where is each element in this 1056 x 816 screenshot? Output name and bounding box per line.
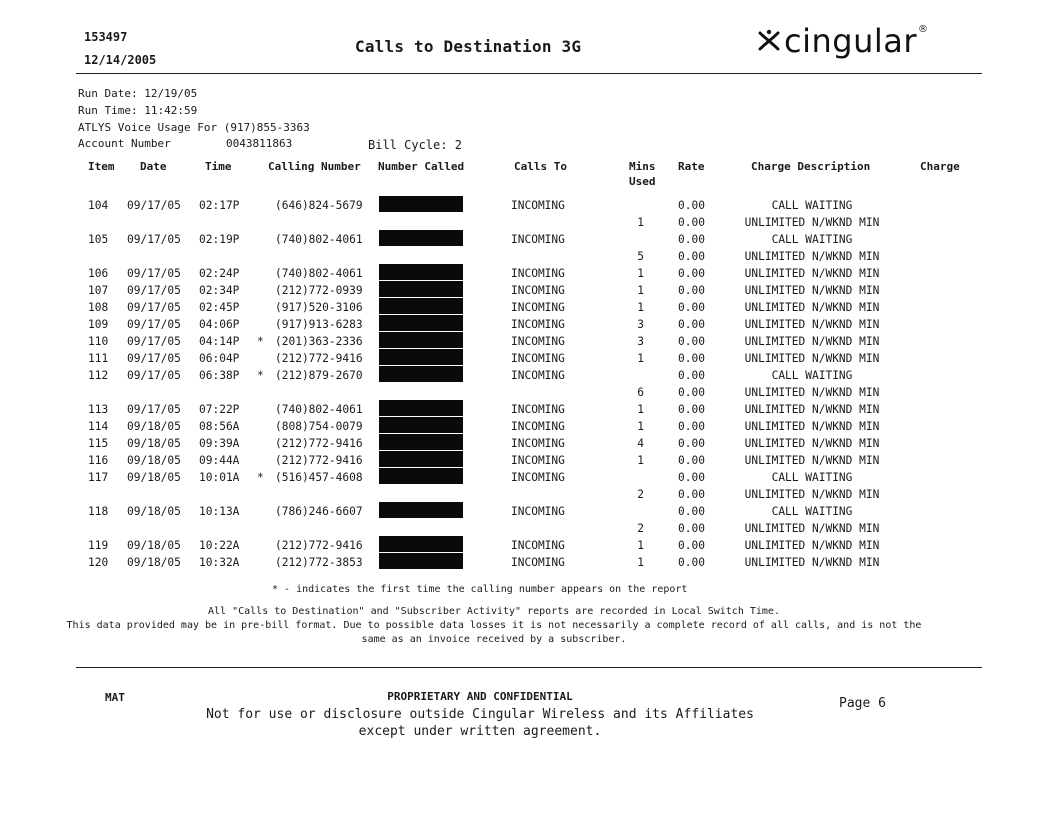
cell-mins: 2 (637, 488, 644, 501)
cell-time: 10:32A (199, 556, 240, 569)
cell-desc: CALL WAITING (771, 505, 853, 518)
cell-mins: 1 (637, 301, 644, 314)
table-row (0, 454, 1056, 471)
star-footnote: * - indicates the first time the calling number appears on the report (272, 584, 688, 595)
cell-calls-to: INCOMING (511, 267, 565, 280)
cell-desc: UNLIMITED N/WKND MIN (744, 284, 880, 297)
cell-calls-to: INCOMING (511, 301, 565, 314)
cell-rate: 0.00 (678, 471, 705, 484)
table-row (0, 267, 1056, 284)
cell-calling: (516)457-4608 (275, 471, 363, 484)
cell-desc: UNLIMITED N/WKND MIN (744, 556, 880, 569)
cell-time: 08:56A (199, 420, 240, 433)
registered-mark: ® (918, 23, 929, 35)
cell-mins: 1 (637, 284, 644, 297)
cell-mins: 1 (637, 420, 644, 433)
cell-time: 04:06P (199, 318, 240, 331)
col-charge: Charge (920, 160, 960, 173)
cell-time: 10:13A (199, 505, 240, 518)
cell-rate: 0.00 (678, 403, 705, 416)
table-row (0, 233, 1056, 250)
cell-item: 116 (88, 454, 109, 467)
cell-rate: 0.00 (678, 454, 705, 467)
table-row (0, 539, 1056, 556)
table-row (0, 352, 1056, 369)
cell-calls-to: INCOMING (511, 369, 565, 382)
col-mins-used: Mins Used (629, 160, 656, 188)
redacted-number-called (379, 553, 463, 569)
cell-date: 09/18/05 (127, 471, 181, 484)
note-line-1: All "Calls to Destination" and "Subscriber Activity" reports are recorded in Local Switch Time. (208, 606, 780, 617)
note-line-3: same as an invoice received by a subscriber. (361, 634, 627, 645)
cell-date: 09/18/05 (127, 454, 181, 467)
cell-date: 09/18/05 (127, 539, 181, 552)
cell-calling: (212)772-3853 (275, 556, 363, 569)
cell-date: 09/18/05 (127, 556, 181, 569)
cell-desc: CALL WAITING (771, 199, 853, 212)
cell-calling: (808)754-0079 (275, 420, 363, 433)
redacted-number-called (379, 417, 463, 433)
redacted-number-called (379, 298, 463, 314)
cell-time: 09:44A (199, 454, 240, 467)
footer-rule (76, 667, 982, 668)
cell-calls-to: INCOMING (511, 556, 565, 569)
cell-desc: UNLIMITED N/WKND MIN (744, 454, 880, 467)
cell-date: 09/17/05 (127, 403, 181, 416)
cell-item: 115 (88, 437, 109, 450)
cell-mins: 6 (637, 386, 644, 399)
cell-calls-to: INCOMING (511, 420, 565, 433)
cell-mins: 1 (637, 454, 644, 467)
cell-calling: (740)802-4061 (275, 403, 363, 416)
col-item: Item (88, 160, 115, 173)
redacted-number-called (379, 434, 463, 450)
redacted-number-called (379, 332, 463, 348)
cell-desc: UNLIMITED N/WKND MIN (744, 522, 880, 535)
cell-calls-to: INCOMING (511, 539, 565, 552)
cell-calling: (201)363-2336 (275, 335, 363, 348)
cell-item: 119 (88, 539, 109, 552)
cell-calls-to: INCOMING (511, 471, 565, 484)
cell-item: 112 (88, 369, 109, 382)
cell-date: 09/17/05 (127, 233, 181, 246)
cell-desc: UNLIMITED N/WKND MIN (744, 250, 880, 263)
cell-desc: UNLIMITED N/WKND MIN (744, 539, 880, 552)
table-row (0, 522, 1056, 539)
footer-code: MAT (105, 691, 125, 704)
cell-calling: (212)772-9416 (275, 539, 363, 552)
cell-time: 06:38P (199, 369, 240, 382)
cell-calling: (212)772-9416 (275, 437, 363, 450)
cell-date: 09/17/05 (127, 284, 181, 297)
cell-calling: (212)772-9416 (275, 352, 363, 365)
cell-item: 117 (88, 471, 109, 484)
cell-rate: 0.00 (678, 369, 705, 382)
cell-rate: 0.00 (678, 539, 705, 552)
cell-date: 09/17/05 (127, 335, 181, 348)
cell-calling: (212)772-9416 (275, 454, 363, 467)
cell-item: 104 (88, 199, 109, 212)
cell-calls-to: INCOMING (511, 403, 565, 416)
cell-item: 107 (88, 284, 109, 297)
cell-calls-to: INCOMING (511, 318, 565, 331)
cell-date: 09/18/05 (127, 505, 181, 518)
cell-time: 02:24P (199, 267, 240, 280)
logo-wordmark: cingular (784, 22, 918, 60)
cell-calls-to: INCOMING (511, 437, 565, 450)
table-row (0, 386, 1056, 403)
page-number: Page 6 (839, 696, 886, 711)
header-rule (76, 73, 982, 74)
cell-desc: UNLIMITED N/WKND MIN (744, 267, 880, 280)
cell-star: * (257, 369, 264, 382)
cell-time: 06:04P (199, 352, 240, 365)
col-number-called: Number Called (378, 160, 465, 173)
cell-time: 02:17P (199, 199, 240, 212)
table-row (0, 488, 1056, 505)
cell-date: 09/17/05 (127, 369, 181, 382)
run-time: Run Time: 11:42:59 (78, 104, 198, 117)
table-row (0, 216, 1056, 233)
cell-calls-to: INCOMING (511, 335, 565, 348)
col-calling-number: Calling Number (268, 160, 361, 173)
cell-time: 02:34P (199, 284, 240, 297)
cell-calls-to: INCOMING (511, 284, 565, 297)
document-id: 153497 (84, 30, 128, 44)
table-row (0, 335, 1056, 352)
note-line-2: This data provided may be in pre-bill format. Due to possible data losses it is not necessarily a complete record of all calls, and is not the (66, 620, 922, 631)
cell-date: 09/18/05 (127, 437, 181, 450)
cell-desc: UNLIMITED N/WKND MIN (744, 216, 880, 229)
cell-calling: (740)802-4061 (275, 233, 363, 246)
cell-rate: 0.00 (678, 488, 705, 501)
table-row (0, 437, 1056, 454)
proprietary-notice: PROPRIETARY AND CONFIDENTIAL (387, 690, 573, 703)
cell-desc: UNLIMITED N/WKND MIN (744, 352, 880, 365)
cell-item: 120 (88, 556, 109, 569)
cell-mins: 1 (637, 267, 644, 280)
redacted-number-called (379, 400, 463, 416)
col-charge-description: Charge Description (751, 160, 871, 173)
redacted-number-called (379, 468, 463, 484)
cell-desc: UNLIMITED N/WKND MIN (744, 488, 880, 501)
cell-time: 04:14P (199, 335, 240, 348)
cell-rate: 0.00 (678, 505, 705, 518)
cell-time: 02:45P (199, 301, 240, 314)
cell-calling: (212)772-0939 (275, 284, 363, 297)
table-row (0, 301, 1056, 318)
cell-desc: CALL WAITING (771, 369, 853, 382)
cell-star: * (257, 335, 264, 348)
cingular-logo (757, 22, 928, 60)
cell-desc: UNLIMITED N/WKND MIN (744, 420, 880, 433)
cell-date: 09/17/05 (127, 318, 181, 331)
cell-desc: UNLIMITED N/WKND MIN (744, 335, 880, 348)
cell-item: 110 (88, 335, 109, 348)
cell-rate: 0.00 (678, 420, 705, 433)
redacted-number-called (379, 264, 463, 280)
cell-calling: (917)520-3106 (275, 301, 363, 314)
table-row (0, 284, 1056, 301)
redacted-number-called (379, 230, 463, 246)
cell-rate: 0.00 (678, 250, 705, 263)
cell-rate: 0.00 (678, 216, 705, 229)
cell-desc: CALL WAITING (771, 233, 853, 246)
cell-calling: (646)824-5679 (275, 199, 363, 212)
redacted-number-called (379, 196, 463, 212)
cell-desc: UNLIMITED N/WKND MIN (744, 403, 880, 416)
account-number-label: Account Number (78, 137, 171, 150)
table-row (0, 199, 1056, 216)
table-row (0, 420, 1056, 437)
table-row (0, 318, 1056, 335)
table-row (0, 471, 1056, 488)
cell-time: 10:01A (199, 471, 240, 484)
cell-mins: 4 (637, 437, 644, 450)
cell-calling: (212)879-2670 (275, 369, 363, 382)
redacted-number-called (379, 451, 463, 467)
col-calls-to: Calls To (514, 160, 567, 173)
cell-rate: 0.00 (678, 318, 705, 331)
cell-rate: 0.00 (678, 199, 705, 212)
col-date: Date (140, 160, 167, 173)
cell-desc: UNLIMITED N/WKND MIN (744, 437, 880, 450)
cell-calls-to: INCOMING (511, 352, 565, 365)
cell-rate: 0.00 (678, 352, 705, 365)
cell-item: 106 (88, 267, 109, 280)
cell-calls-to: INCOMING (511, 454, 565, 467)
cell-calling: (917)913-6283 (275, 318, 363, 331)
cell-date: 09/18/05 (127, 420, 181, 433)
table-row (0, 505, 1056, 522)
cell-rate: 0.00 (678, 386, 705, 399)
cell-rate: 0.00 (678, 556, 705, 569)
cell-rate: 0.00 (678, 284, 705, 297)
document-date: 12/14/2005 (84, 53, 157, 67)
disclosure-line-2: except under written agreement. (358, 724, 602, 739)
cell-desc: UNLIMITED N/WKND MIN (744, 301, 880, 314)
cell-rate: 0.00 (678, 335, 705, 348)
redacted-number-called (379, 281, 463, 297)
cell-mins: 1 (637, 539, 644, 552)
cell-mins: 1 (637, 403, 644, 416)
cell-rate: 0.00 (678, 522, 705, 535)
cell-desc: UNLIMITED N/WKND MIN (744, 318, 880, 331)
cell-rate: 0.00 (678, 267, 705, 280)
cell-time: 02:19P (199, 233, 240, 246)
usage-for: ATLYS Voice Usage For (917)855-3363 (78, 121, 310, 134)
run-date: Run Date: 12/19/05 (78, 87, 198, 100)
cell-date: 09/17/05 (127, 301, 181, 314)
cell-desc: UNLIMITED N/WKND MIN (744, 386, 880, 399)
cell-mins: 2 (637, 522, 644, 535)
cell-calling: (786)246-6607 (275, 505, 363, 518)
cell-item: 118 (88, 505, 109, 518)
cell-rate: 0.00 (678, 301, 705, 314)
cell-item: 114 (88, 420, 109, 433)
cell-item: 113 (88, 403, 109, 416)
cell-item: 111 (88, 352, 109, 365)
cell-calls-to: INCOMING (511, 199, 565, 212)
cell-mins: 5 (637, 250, 644, 263)
table-row (0, 403, 1056, 420)
cell-item: 108 (88, 301, 109, 314)
cell-calling: (740)802-4061 (275, 267, 363, 280)
table-row (0, 250, 1056, 267)
cell-time: 09:39A (199, 437, 240, 450)
cell-date: 09/17/05 (127, 352, 181, 365)
redacted-number-called (379, 502, 463, 518)
report-title: Calls to Destination 3G (355, 37, 582, 56)
cell-star: * (257, 471, 264, 484)
col-rate: Rate (678, 160, 705, 173)
disclosure-line-1: Not for use or disclosure outside Cingular Wireless and its Affiliates (206, 707, 754, 722)
account-number-value: 0043811863 (226, 137, 293, 150)
cell-mins: 3 (637, 318, 644, 331)
cell-calls-to: INCOMING (511, 505, 565, 518)
cell-mins: 1 (637, 216, 644, 229)
cell-time: 07:22P (199, 403, 240, 416)
cell-calls-to: INCOMING (511, 233, 565, 246)
cell-desc: CALL WAITING (771, 471, 853, 484)
redacted-number-called (379, 349, 463, 365)
cell-mins: 1 (637, 556, 644, 569)
cell-mins: 3 (637, 335, 644, 348)
redacted-number-called (379, 366, 463, 382)
cell-item: 109 (88, 318, 109, 331)
bill-cycle: Bill Cycle: 2 (368, 138, 462, 152)
cell-rate: 0.00 (678, 233, 705, 246)
redacted-number-called (379, 315, 463, 331)
table-row (0, 556, 1056, 573)
cell-rate: 0.00 (678, 437, 705, 450)
cingular-jack-icon (757, 29, 781, 53)
col-time: Time (205, 160, 232, 173)
cell-item: 105 (88, 233, 109, 246)
cell-time: 10:22A (199, 539, 240, 552)
cell-date: 09/17/05 (127, 199, 181, 212)
cell-date: 09/17/05 (127, 267, 181, 280)
redacted-number-called (379, 536, 463, 552)
cell-mins: 1 (637, 352, 644, 365)
table-row (0, 369, 1056, 386)
